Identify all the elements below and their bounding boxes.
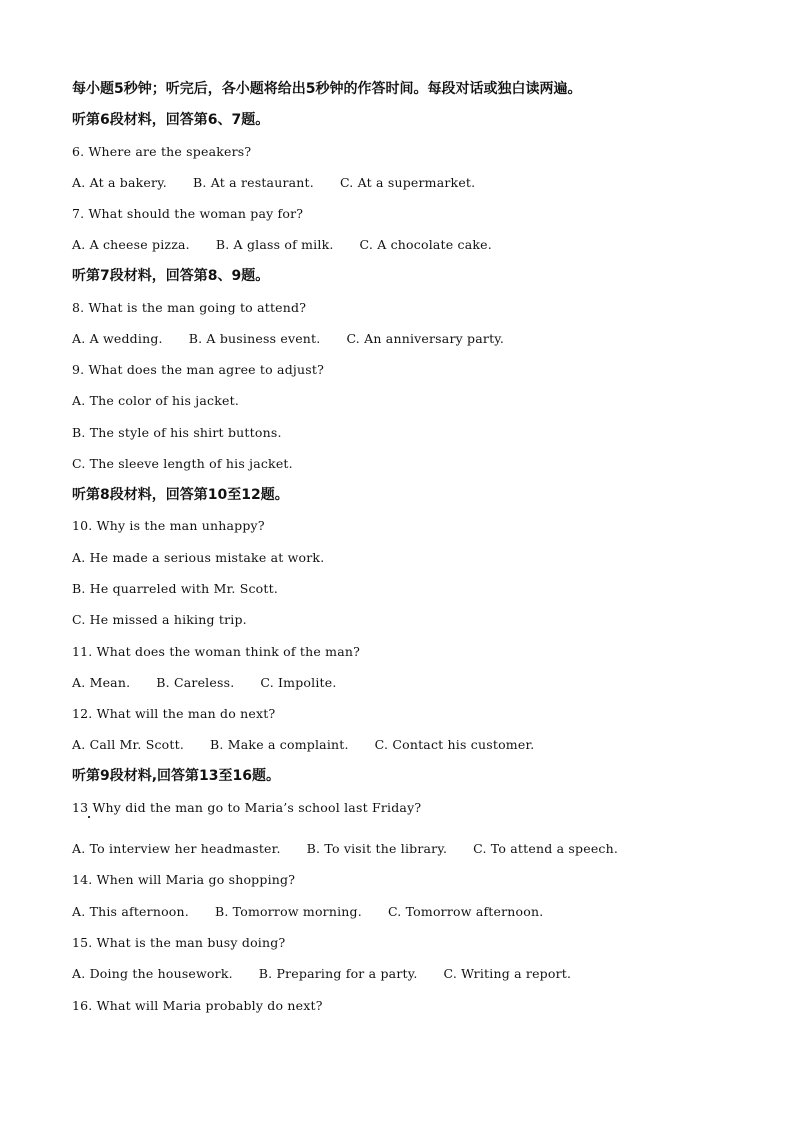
question-text: 14. When will Maria go shopping? — [72, 872, 296, 887]
section-heading: 听第9段材料,回答第13至16题。 — [72, 768, 281, 784]
answer-option: B. The style of his shirt buttons. — [72, 425, 282, 440]
answer-option: C. To attend a speech. — [473, 841, 619, 856]
question-text: 11. What does the woman think of the man? — [72, 644, 361, 659]
answer-options-row — [72, 903, 569, 921]
answer-option: B. He quarreled with Mr. Scott. — [72, 581, 279, 596]
answer-option: A. A wedding. — [72, 331, 163, 346]
answer-option: B. To visit the library. — [306, 841, 448, 856]
answer-options-row — [72, 236, 518, 254]
answer-option: A. The color of his jacket. — [72, 393, 239, 408]
answer-option: A. Doing the housework. — [72, 966, 233, 981]
question-text: 7. What should the woman pay for? — [72, 206, 304, 221]
answer-options-row — [72, 736, 560, 754]
question-text: 6. Where are the speakers? — [72, 144, 252, 159]
section-heading: 听第6段材料，回答第6、7题。 — [72, 112, 270, 128]
answer-option: C. Writing a report. — [443, 966, 572, 981]
question-text: 8. What is the man going to attend? — [72, 300, 307, 315]
answer-options-row — [72, 840, 644, 858]
answer-option: A. This afternoon. — [72, 904, 189, 919]
answer-option: A. A cheese pizza. — [72, 237, 190, 252]
answer-option: B. Preparing for a party. — [258, 966, 418, 981]
answer-option: C. Impolite. — [260, 675, 337, 690]
answer-option: B. A glass of milk. — [215, 237, 334, 252]
answer-option: B. Careless. — [156, 675, 235, 690]
answer-option: C. He missed a hiking trip. — [72, 612, 247, 627]
answer-options-row — [72, 174, 501, 192]
section-heading: 每小题5秒钟；听完后，各小题将给出5秒钟的作答时间。每段对话或独白读两遍。 — [72, 81, 582, 97]
answer-option: A. Mean. — [72, 675, 131, 690]
answer-option: C. Contact his customer. — [374, 737, 535, 752]
section-heading: 听第8段材料，回答第10至12题。 — [72, 487, 289, 503]
question-text: 12. What will the man do next? — [72, 706, 276, 721]
answer-option: B. At a restaurant. — [192, 175, 314, 190]
answer-option: B. Make a complaint. — [210, 737, 349, 752]
question-text: 15. What is the man busy doing? — [72, 935, 286, 950]
answer-option: C. An anniversary party. — [346, 331, 505, 346]
answer-option: B. Tomorrow morning. — [214, 904, 362, 919]
answer-option: A. To interview her headmaster. — [72, 841, 281, 856]
answer-options-row — [72, 674, 363, 692]
answer-option: C. Tomorrow afternoon. — [387, 904, 544, 919]
stray-dot — [88, 816, 90, 818]
answer-options-row — [72, 965, 597, 983]
answer-option: C. The sleeve length of his jacket. — [72, 456, 293, 471]
question-text: 16. What will Maria probably do next? — [72, 998, 323, 1013]
answer-option: A. He made a serious mistake at work. — [72, 550, 325, 565]
answer-options-row — [72, 330, 530, 348]
question-text: 10. Why is the man unhappy? — [72, 518, 265, 533]
section-heading: 听第7段材料，回答第8、9题。 — [72, 268, 270, 284]
question-text: 9. What does the man agree to adjust? — [72, 362, 324, 377]
answer-option: C. A chocolate cake. — [359, 237, 492, 252]
answer-option: B. A business event. — [188, 331, 321, 346]
answer-option: A. At a bakery. — [72, 175, 167, 190]
answer-option: A. Call Mr. Scott. — [72, 737, 185, 752]
answer-option: C. At a supermarket. — [339, 175, 476, 190]
question-text: 13 Why did the man go to Maria’s school last Friday? — [72, 800, 422, 815]
